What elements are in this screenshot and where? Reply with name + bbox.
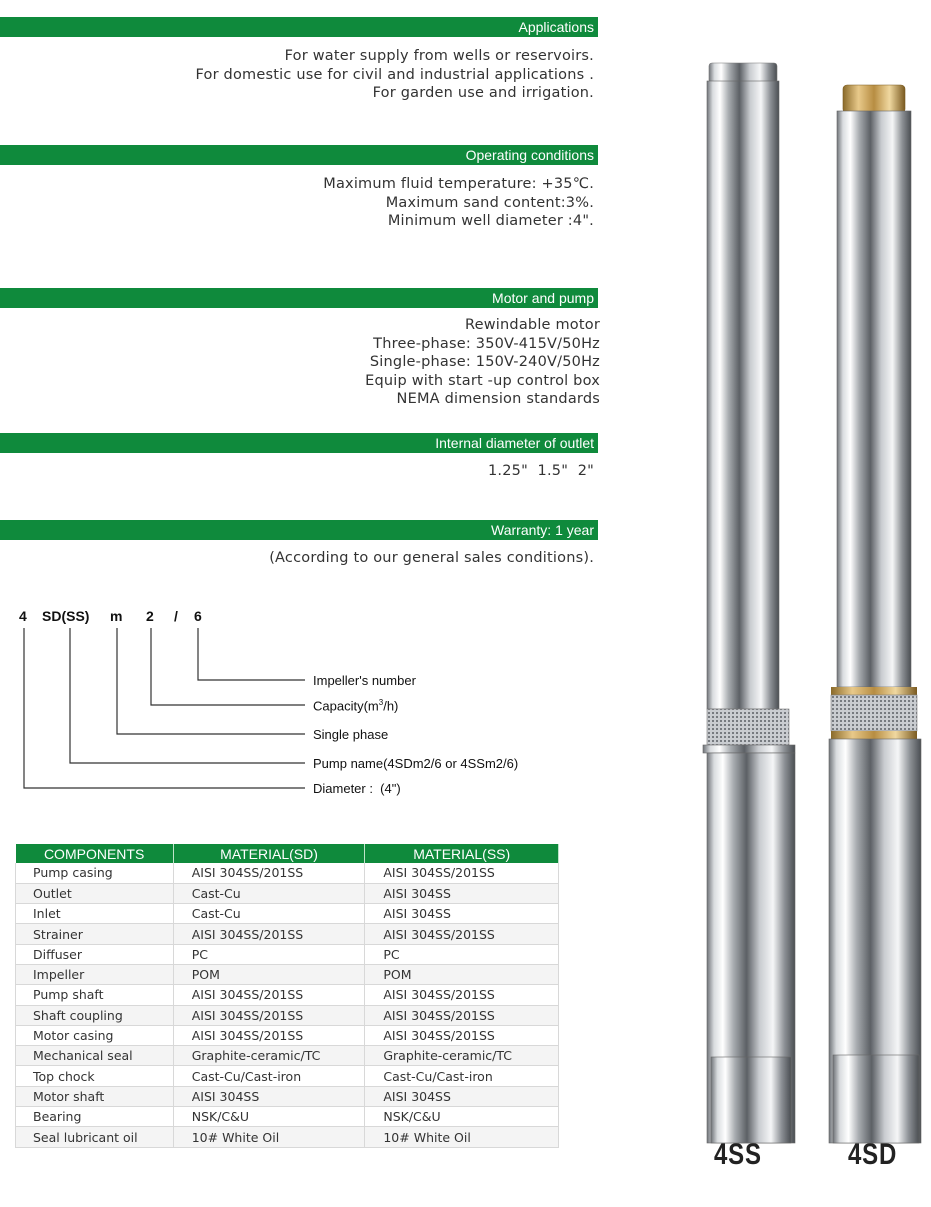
leader-diameter	[24, 628, 305, 788]
cell-material-sd: AISI 304SS/201SS	[173, 863, 365, 883]
code-impellers: 6	[194, 608, 202, 624]
table-row	[16, 944, 559, 964]
table-row	[16, 924, 559, 944]
leader-capacity	[151, 628, 305, 705]
leader-phase	[117, 628, 305, 734]
table-row	[16, 985, 559, 1005]
cell-material-sd: 10# White Oil	[173, 1127, 365, 1147]
operating-line: Maximum sand content:3%.	[385, 194, 594, 211]
motor-line: NEMA dimension standards	[396, 391, 600, 407]
cell-component: Seal lubricant oil	[16, 1127, 174, 1147]
leader-impellers	[198, 628, 305, 680]
cell-component: Diffuser	[16, 944, 174, 964]
cell-material-sd: AISI 304SS	[173, 1086, 365, 1106]
operating-line: Minimum well diameter :4".	[387, 213, 594, 229]
outlet-band	[0, 433, 598, 453]
table-row	[16, 863, 559, 883]
motor-text	[365, 316, 600, 409]
cell-material-sd: Cast-Cu/Cast-iron	[173, 1066, 365, 1086]
cell-component: Motor shaft	[16, 1086, 174, 1106]
cell-component: Inlet	[16, 904, 174, 924]
outlet-text	[488, 462, 594, 481]
cell-material-ss: AISI 304SS/201SS	[365, 863, 559, 883]
motor-title: Motor and pump	[492, 290, 594, 306]
motor-band	[0, 288, 598, 308]
cell-material-ss: AISI 304SS	[365, 904, 559, 924]
label-impellers: Impeller's number	[313, 673, 416, 688]
code-capacity: 2	[146, 608, 154, 624]
cell-component: Bearing	[16, 1107, 174, 1127]
header-components: COMPONENTS	[16, 844, 174, 863]
product-label-4ss: 4SS	[714, 1138, 762, 1171]
cell-material-sd: Cast-Cu	[173, 883, 365, 903]
pump-4ss	[703, 63, 795, 1143]
cell-material-ss: AISI 304SS/201SS	[365, 985, 559, 1005]
warranty-band	[0, 520, 598, 540]
outlet-line: 1.25" 1.5" 2"	[487, 463, 594, 479]
cell-material-sd: AISI 304SS/201SS	[173, 1025, 365, 1045]
cell-material-ss: AISI 304SS	[365, 883, 559, 903]
cell-material-ss: Cast-Cu/Cast-iron	[365, 1066, 559, 1086]
table-row	[16, 964, 559, 984]
product-label-4sd: 4SD	[848, 1138, 898, 1171]
outlet-title: Internal diameter of outlet	[435, 435, 594, 451]
cell-component: Top chock	[16, 1066, 174, 1086]
table-header-row	[16, 844, 559, 863]
table-row	[16, 1107, 559, 1127]
cell-component: Mechanical seal	[16, 1046, 174, 1066]
label-diameter: Diameter : (4")	[313, 781, 401, 796]
label-capacity-text: Capacity(m	[313, 698, 379, 714]
operating-band	[0, 145, 598, 165]
cell-component: Strainer	[16, 924, 174, 944]
cell-component: Outlet	[16, 883, 174, 903]
pump-illustration	[651, 55, 931, 1155]
applications-band	[0, 17, 598, 37]
cell-component: Motor casing	[16, 1025, 174, 1045]
table-row	[16, 1005, 559, 1025]
leader-pump-name	[70, 628, 305, 763]
operating-title: Operating conditions	[465, 147, 594, 163]
operating-line: Maximum fluid temperature: +35℃.	[323, 176, 594, 192]
warranty-line: (According to our general sales conditions).	[269, 550, 594, 566]
motor-line: Equip with start -up control box	[365, 372, 600, 389]
header-material-ss: MATERIAL(SS)	[365, 844, 559, 863]
cell-material-ss: POM	[365, 964, 559, 984]
cell-component: Shaft coupling	[16, 1005, 174, 1025]
motor-line: Three-phase: 350V-415V/50Hz	[373, 335, 600, 352]
label-capacity-unit: /h)	[383, 698, 399, 714]
label-phase: Single phase	[313, 727, 389, 742]
label-capacity	[313, 698, 398, 713]
table-row	[16, 1066, 559, 1086]
code-slash: /	[174, 608, 178, 624]
cell-material-ss: NSK/C&U	[365, 1107, 559, 1127]
table-body	[16, 863, 559, 1147]
cell-material-ss: AISI 304SS/201SS	[365, 924, 559, 944]
table-row	[16, 1086, 559, 1106]
applications-line: For garden use and irrigation.	[372, 85, 594, 101]
cell-material-ss: 10# White Oil	[365, 1127, 559, 1147]
code-pump-name: SD(SS)	[42, 608, 90, 624]
components-table	[15, 844, 559, 1148]
code-diameter: 4	[19, 608, 27, 624]
motor-line: Rewindable motor	[465, 317, 600, 333]
cell-material-sd: AISI 304SS/201SS	[173, 985, 365, 1005]
cell-material-sd: NSK/C&U	[173, 1107, 365, 1127]
table-row	[16, 904, 559, 924]
table-row	[16, 1046, 559, 1066]
cell-component: Pump shaft	[16, 985, 174, 1005]
label-pump-name: Pump name(4SDm2/6 or 4SSm2/6)	[313, 756, 519, 771]
cell-material-ss: AISI 304SS/201SS	[365, 1005, 559, 1025]
applications-text	[195, 47, 594, 103]
cell-material-ss: AISI 304SS/201SS	[365, 1025, 559, 1045]
code-phase: m	[110, 608, 123, 624]
table-row	[16, 1025, 559, 1045]
cell-material-sd: AISI 304SS/201SS	[173, 924, 365, 944]
warranty-title: Warranty: 1 year	[491, 522, 594, 538]
cell-material-sd: POM	[173, 964, 365, 984]
header-material-sd: MATERIAL(SD)	[173, 844, 365, 863]
cell-material-sd: Cast-Cu	[173, 904, 365, 924]
motor-line: Single-phase: 150V-240V/50Hz	[369, 354, 600, 370]
operating-text	[323, 175, 594, 231]
label-capacity-sup: 3	[378, 698, 384, 707]
cell-material-ss: Graphite-ceramic/TC	[365, 1046, 559, 1066]
cell-material-sd: Graphite-ceramic/TC	[173, 1046, 365, 1066]
applications-line: For domestic use for civil and industrial applications .	[195, 66, 594, 83]
cell-component: Pump casing	[16, 863, 174, 883]
cell-component: Impeller	[16, 964, 174, 984]
cell-material-ss: PC	[365, 944, 559, 964]
cell-material-sd: PC	[173, 944, 365, 964]
model-code-leader-lines	[0, 625, 320, 795]
warranty-text	[269, 549, 594, 568]
applications-line: For water supply from wells or reservoirs.	[284, 48, 594, 64]
table-row	[16, 883, 559, 903]
cell-material-sd: AISI 304SS/201SS	[173, 1005, 365, 1025]
applications-title: Applications	[518, 19, 594, 35]
table-row	[16, 1127, 559, 1147]
pump-4sd	[829, 85, 921, 1143]
cell-material-ss: AISI 304SS	[365, 1086, 559, 1106]
